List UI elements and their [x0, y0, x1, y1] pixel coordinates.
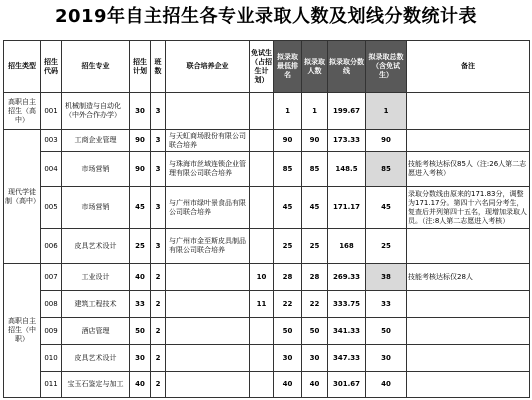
row-admit-count: 25 — [302, 229, 328, 264]
row-plan: 90 — [130, 130, 151, 152]
row-partner — [166, 291, 250, 318]
row-classes: 3 — [151, 229, 166, 264]
table-row — [4, 345, 530, 372]
row-min-rank: 28 — [274, 264, 302, 291]
row-code: 001 — [41, 93, 62, 130]
header-row — [4, 41, 530, 93]
header-cutoff: 拟录取分数线 — [328, 41, 366, 93]
row-partner: 与天虹商场股份有限公司联合培养 — [166, 130, 250, 152]
table-row — [4, 152, 530, 187]
row-admit-count: 90 — [302, 130, 328, 152]
row-remarks — [407, 130, 530, 152]
row-partner — [166, 93, 250, 130]
row-cutoff: 269.33 — [328, 264, 366, 291]
row-partner — [166, 264, 250, 291]
row-plan: 90 — [130, 152, 151, 187]
header-type: 招生类型 — [4, 41, 41, 93]
row-admit-count: 85 — [302, 152, 328, 187]
row-cutoff: 199.67 — [328, 93, 366, 130]
table-row — [4, 264, 530, 291]
row-plan: 25 — [130, 229, 151, 264]
row-partner — [166, 345, 250, 372]
header-plan: 招生计划 — [130, 41, 151, 93]
row-total-count: 1 — [366, 93, 407, 130]
header-code: 招生代码 — [41, 41, 62, 93]
row-major: 酒店管理 — [62, 318, 130, 345]
row-classes: 3 — [151, 93, 166, 130]
row-partner — [166, 372, 250, 398]
row-cutoff: 333.75 — [328, 291, 366, 318]
row-exempt — [250, 372, 274, 398]
header-major: 招生专业 — [62, 41, 130, 93]
table-row — [4, 93, 530, 130]
row-code: 005 — [41, 187, 62, 229]
row-admit-count: 22 — [302, 291, 328, 318]
row-classes: 2 — [151, 345, 166, 372]
row-total-count: 40 — [366, 372, 407, 398]
table-row — [4, 372, 530, 398]
row-total-count: 45 — [366, 187, 407, 229]
row-min-rank: 45 — [274, 187, 302, 229]
group-label: 高职自主招生（高中） — [4, 93, 41, 130]
row-remarks: 技能考核达标仅28人 — [407, 264, 530, 291]
row-exempt — [250, 318, 274, 345]
table-row — [4, 229, 530, 264]
row-cutoff: 347.33 — [328, 345, 366, 372]
row-classes: 2 — [151, 372, 166, 398]
row-code: 011 — [41, 372, 62, 398]
row-exempt — [250, 187, 274, 229]
row-admit-count: 1 — [302, 93, 328, 130]
row-exempt — [250, 152, 274, 187]
row-plan: 50 — [130, 318, 151, 345]
row-total-count: 38 — [366, 264, 407, 291]
row-exempt — [250, 130, 274, 152]
row-remarks — [407, 372, 530, 398]
row-cutoff: 148.5 — [328, 152, 366, 187]
admission-table — [3, 40, 530, 398]
row-code: 006 — [41, 229, 62, 264]
row-min-rank: 85 — [274, 152, 302, 187]
row-remarks: 技能考核达标仅85人（注:26人第二志愿进入考核） — [407, 152, 530, 187]
row-admit-count: 30 — [302, 345, 328, 372]
row-remarks — [407, 318, 530, 345]
row-code: 009 — [41, 318, 62, 345]
row-remarks — [407, 93, 530, 130]
row-major: 市场营销 — [62, 187, 130, 229]
row-exempt — [250, 93, 274, 130]
row-min-rank: 90 — [274, 130, 302, 152]
row-major: 皮具艺术设计 — [62, 229, 130, 264]
row-major: 建筑工程技术 — [62, 291, 130, 318]
row-classes: 3 — [151, 130, 166, 152]
row-major: 机械制造与自动化（中外合作办学） — [62, 93, 130, 130]
row-exempt: 11 — [250, 291, 274, 318]
row-admit-count: 45 — [302, 187, 328, 229]
row-major: 宝玉石鉴定与加工 — [62, 372, 130, 398]
row-code: 010 — [41, 345, 62, 372]
row-code: 003 — [41, 130, 62, 152]
table-row — [4, 291, 530, 318]
table-row — [4, 318, 530, 345]
row-total-count: 33 — [366, 291, 407, 318]
row-remarks: 录取分数线由原来的171.83分，调整为171.17分。第四十六名同分考生，复查后并列第四十五名，现增加录取人员。（注:8人第二志愿进入考核） — [407, 187, 530, 229]
row-major: 工业设计 — [62, 264, 130, 291]
group-label: 高职自主招生（中职） — [4, 264, 41, 398]
row-plan: 30 — [130, 93, 151, 130]
row-code: 008 — [41, 291, 62, 318]
page-title: 2019年自主招生各专业录取人数及划线分数统计表 — [54, 6, 478, 27]
row-exempt — [250, 229, 274, 264]
row-min-rank: 40 — [274, 372, 302, 398]
row-major: 皮具艺术设计 — [62, 345, 130, 372]
row-classes: 2 — [151, 264, 166, 291]
row-partner: 与广州市金至斯皮具制品有限公司联合培养 — [166, 229, 250, 264]
table-row — [4, 130, 530, 152]
header-min-rank: 拟录取最低排名 — [274, 41, 302, 93]
row-code: 004 — [41, 152, 62, 187]
table-row — [4, 187, 530, 229]
row-min-rank: 50 — [274, 318, 302, 345]
row-admit-count: 50 — [302, 318, 328, 345]
row-classes: 3 — [151, 152, 166, 187]
header-remarks: 备注 — [407, 41, 530, 93]
row-major: 工商企业管理 — [62, 130, 130, 152]
row-exempt: 10 — [250, 264, 274, 291]
header-exempt: 免试生（占招生计划） — [250, 41, 274, 93]
row-partner: 与广州市绿叶景食品有限公司联合培养 — [166, 187, 250, 229]
row-remarks — [407, 291, 530, 318]
row-plan: 45 — [130, 187, 151, 229]
row-cutoff: 341.33 — [328, 318, 366, 345]
row-admit-count: 28 — [302, 264, 328, 291]
row-total-count: 90 — [366, 130, 407, 152]
row-total-count: 50 — [366, 318, 407, 345]
row-min-rank: 22 — [274, 291, 302, 318]
row-classes: 2 — [151, 291, 166, 318]
row-cutoff: 173.33 — [328, 130, 366, 152]
row-cutoff: 168 — [328, 229, 366, 264]
row-code: 007 — [41, 264, 62, 291]
row-min-rank: 30 — [274, 345, 302, 372]
row-total-count: 25 — [366, 229, 407, 264]
header-total-count: 拟录取总数（含免试生） — [366, 41, 407, 93]
row-min-rank: 25 — [274, 229, 302, 264]
row-classes: 2 — [151, 318, 166, 345]
row-partner: 与珠海市丝域连锁企业管理有限公司联合培养 — [166, 152, 250, 187]
row-total-count: 30 — [366, 345, 407, 372]
group-label: 现代学徒制（高中） — [4, 130, 41, 264]
row-admit-count: 40 — [302, 372, 328, 398]
row-cutoff: 171.17 — [328, 187, 366, 229]
row-classes: 3 — [151, 187, 166, 229]
row-min-rank: 1 — [274, 93, 302, 130]
row-cutoff: 301.67 — [328, 372, 366, 398]
header-classes: 班数 — [151, 41, 166, 93]
row-plan: 33 — [130, 291, 151, 318]
row-partner — [166, 318, 250, 345]
row-plan: 30 — [130, 345, 151, 372]
row-plan: 40 — [130, 372, 151, 398]
row-total-count: 85 — [366, 152, 407, 187]
row-remarks — [407, 345, 530, 372]
row-major: 市场营销 — [62, 152, 130, 187]
header-admit-count: 拟录取人数 — [302, 41, 328, 93]
row-remarks — [407, 229, 530, 264]
row-plan: 40 — [130, 264, 151, 291]
header-partner: 联合培养企业 — [166, 41, 250, 93]
row-exempt — [250, 345, 274, 372]
